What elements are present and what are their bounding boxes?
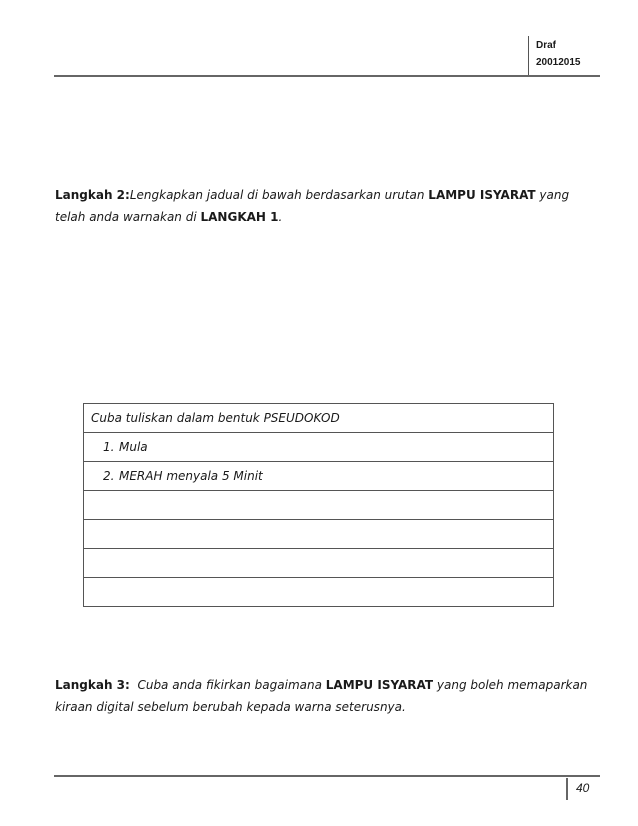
step-3-text-b: yang boleh memaparkan kiraan digital sebelum berubah kepada warna seterusnya. bbox=[55, 678, 588, 714]
step-3-text-a: Cuba anda fikirkan bagaimana bbox=[129, 678, 326, 692]
table-cell bbox=[84, 433, 554, 462]
table-cell bbox=[84, 549, 554, 578]
draft-code: 20012015 bbox=[536, 57, 581, 68]
row-text: MERAH menyala 5 Minit bbox=[119, 469, 263, 483]
step-2-bold-b: LANGKAH 1 bbox=[200, 210, 279, 224]
table-cell bbox=[84, 578, 554, 607]
table-row bbox=[84, 491, 554, 520]
table-cell bbox=[84, 520, 554, 549]
page-number: 40 bbox=[566, 778, 616, 800]
draft-label: Draf bbox=[536, 40, 557, 51]
step-2-bold-a: LAMPU ISYARAT bbox=[428, 188, 536, 202]
header-rule bbox=[54, 75, 600, 77]
table-header-row bbox=[84, 404, 554, 433]
step-2-label: Langkah 2: bbox=[55, 188, 130, 202]
step-2-text-a: Lengkapkan jadual di bawah berdasarkan urutan bbox=[129, 188, 429, 202]
footer-rule bbox=[54, 775, 600, 777]
step-2-text-b: yang telah anda warnakan di bbox=[55, 188, 570, 224]
table-row bbox=[84, 462, 554, 491]
table-row bbox=[84, 433, 554, 462]
table-row bbox=[84, 549, 554, 578]
row-number: 2. bbox=[103, 469, 115, 483]
step-3-bold-a: LAMPU ISYARAT bbox=[325, 678, 434, 692]
step-2-instruction bbox=[55, 184, 595, 228]
row-text: Mula bbox=[119, 440, 148, 454]
table-cell bbox=[84, 491, 554, 520]
row-number: 1. bbox=[103, 440, 115, 454]
table-row bbox=[84, 578, 554, 607]
step-3-label: Langkah 3: bbox=[55, 678, 130, 692]
draft-label-box bbox=[528, 36, 606, 77]
table-header-cell: Cuba tuliskan dalam bentuk PSEUDOKOD bbox=[84, 404, 554, 433]
step-3-instruction bbox=[55, 674, 595, 718]
table-row bbox=[84, 520, 554, 549]
table-cell bbox=[84, 462, 554, 491]
step-2-text-c: . bbox=[278, 210, 283, 224]
pseudocode-table bbox=[83, 403, 554, 607]
